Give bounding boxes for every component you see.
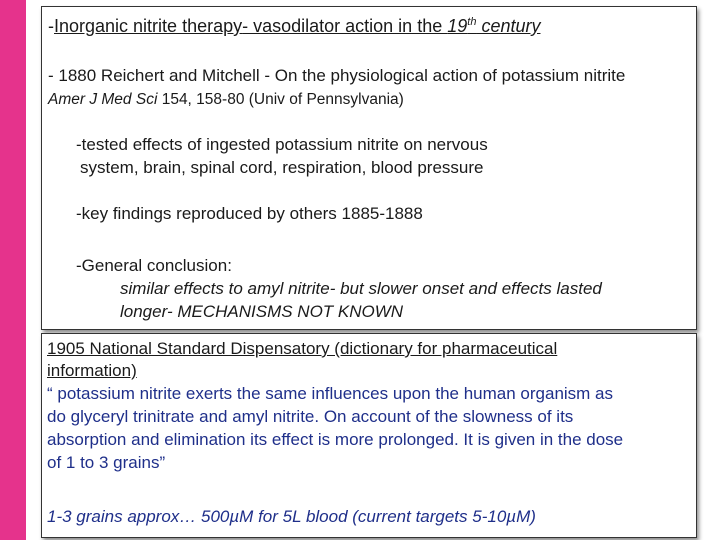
conclusion-line-1: similar effects to amyl nitrite- but slower onset and effects lasted [120,279,602,298]
quote-line-3: absorption and elimination its effect is more prolonged. It is given in the dose [47,430,624,449]
accent-bar [0,0,26,540]
source-line-1: 1905 National Standard Dispensatory (dictionary for pharmaceutical [47,339,558,358]
dose-note: 1-3 grains approx… 500µM for 5L blood (current targets 5-10µM) [47,507,536,526]
quote-line-4: of 1 to 3 grains” [47,453,166,472]
panel-heading: -Inorganic nitrite therapy- vasodilator action in the 19th century [48,16,541,36]
source-line-2: information) [47,361,137,380]
conclusion-label: -General conclusion: [76,256,232,275]
citation-journal: Amer J Med Sci 154, 158-80 (Univ of Pennsylvania) [48,91,404,108]
key-findings: -key findings reproduced by others 1885-1888 [76,204,423,223]
tested-line-2: system, brain, spinal cord, respiration, blood pressure [80,158,484,177]
quote-line-1: “ potassium nitrite exerts the same influences upon the human organism as [47,384,614,403]
conclusion-line-2: longer- MECHANISMS NOT KNOWN [120,302,404,321]
dispensatory-panel [41,333,697,538]
history-panel [41,6,697,330]
quote-line-2: do glyceryl trinitrate and amyl nitrite. On account of the slowness of its [47,407,574,426]
citation-line: - 1880 Reichert and Mitchell - On the physiological action of potassium nitrite [48,66,626,85]
tested-line-1: -tested effects of ingested potassium nitrite on nervous [76,135,488,154]
